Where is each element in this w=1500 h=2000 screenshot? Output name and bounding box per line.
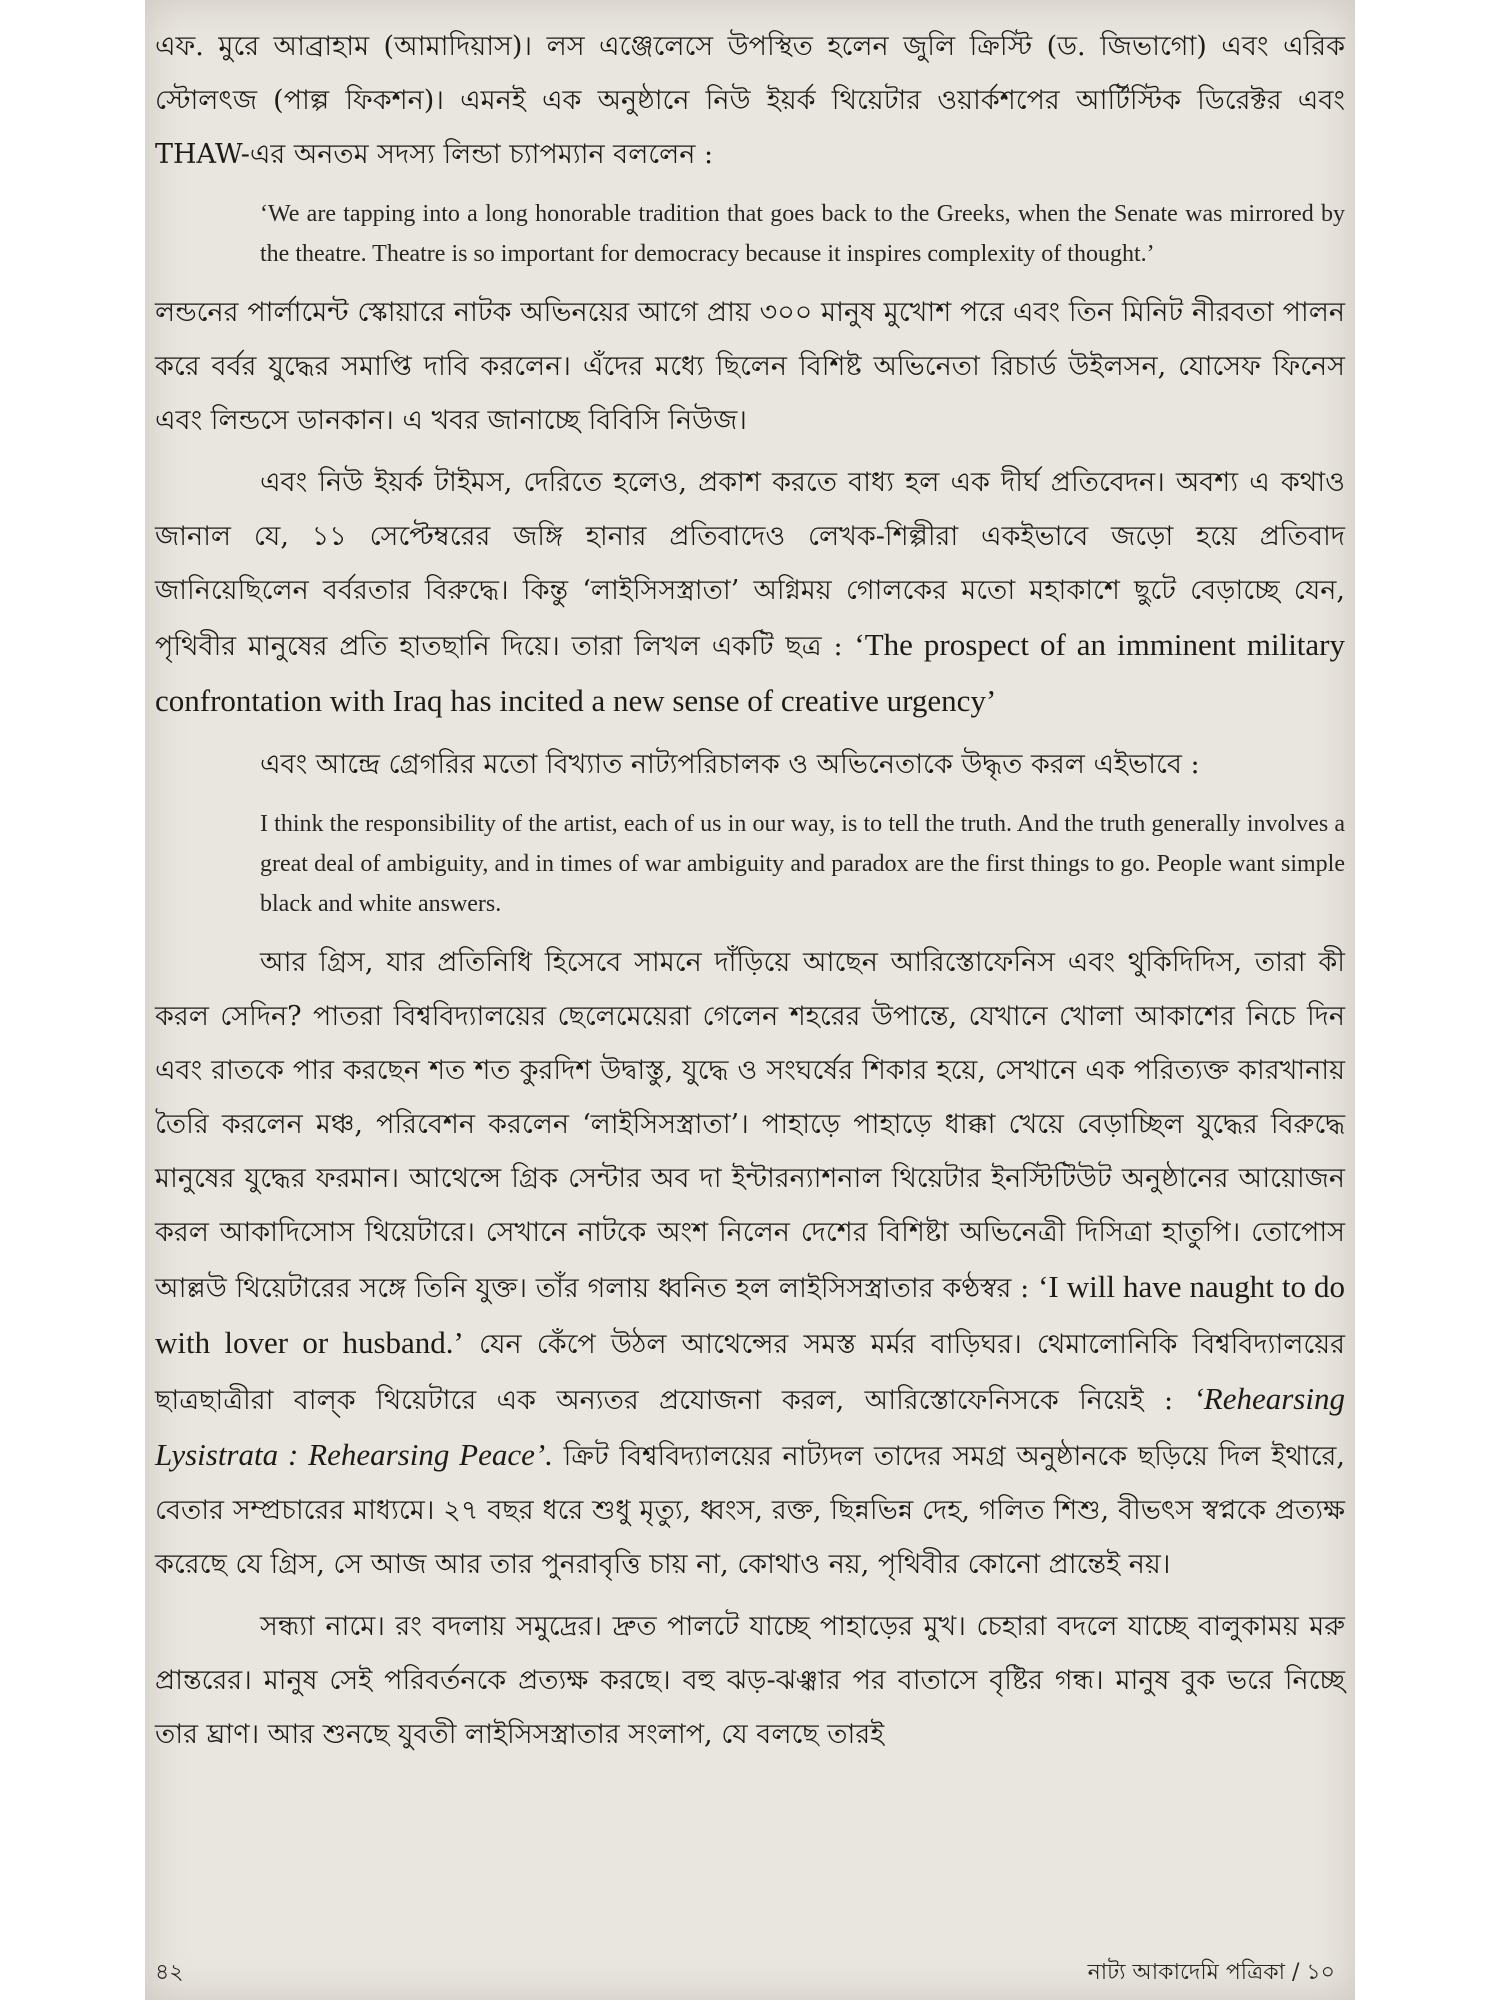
paragraph-5-text-a: আর গ্রিস, যার প্রতিনিধি হিসেবে সামনে দাঁড়িয়ে আছেন আরিস্তোফেনিস এবং থুকিদিদিস, তারা কী করল সেদিন? পাতরা বিশ্ববিদ্যালয়ের ছেলেমেয়েরা গেলেন শহরের উপান্তে, যেখানে খোলা আকাশের নিচে দিন এবং রাতকে পার করছেন শত শত কুরদিশ উদ্বাস্তু, যুদ্ধে ও সংঘর্ষের শিকার হয়ে, সেখানে এক পরিত্যক্ত কারখানায় তৈরি করলেন মঞ্চ, পরিবেশন করলেন ‘লাইসিসস্ত্রাতা’। পাহাড়ে পাহাড়ে ধাক্কা খেয়ে বেড়াচ্ছিল যুদ্ধের বিরুদ্ধে মানুষের যুদ্ধের ফরমান। আথেন্সে গ্রিক সেন্টার অব দা ইন্টারন্যাশনাল থিয়েটার ইনস্টিটিউট অনুষ্ঠানের আয়োজন করল আকাদিসোস থিয়েটারে। সেখানে নাটকে অংশ নিলেন দেশের বিশিষ্টা অভিনেত্রী দিসিত্রা হাতুপি। তোপোস আল্লউ থিয়েটারের সঙ্গে তিনি যুক্ত। তাঁর গলায় ধ্বনিত হল লাইসিসস্ত্রাতার কণ্ঠস্বর : <box>155 947 1345 1304</box>
paragraph-5-text-c: ক্রিট বিশ্ববিদ্যালয়ের নাট্যদল তাদের সমগ্র অনুষ্ঠানকে ছড়িয়ে দিল ইথারে, বেতার সম্প্রচারের মাধ্যমে। ২৭ বছর ধরে শুধু মৃত্যু, ধ্বংস, রক্ত, ছিন্নভিন্ন দেহ, গলিত শিশু, বীভৎস স্বপ্নকে প্রত্যক্ষ করেছে যে গ্রিস, সে আজ আর তার পুনরাবৃত্তি চায় না, কোথাও নয়, পৃথিবীর কোনো প্রান্তেই নয়। <box>155 1441 1345 1580</box>
paragraph-5-text-b: যেন কেঁপে উঠল আথেন্সের সমস্ত মর্মর বাড়িঘর। থেমালোনিকি বিশ্ববিদ্যালয়ের ছাত্রছাত্রীরা বাল্‌ক থিয়েটারে এক অন্যতর প্রযোজনা করল, আরিস্তোফেনিসকে নিয়েই : <box>155 1329 1346 1416</box>
page-body <box>155 20 1345 1762</box>
paragraph-1: এফ. মুরে আব্রাহাম (আমাদিয়াস)। লস এঞ্জেলেসে উপস্থিত হলেন জুলি ক্রিস্টি (ড. জিভাগো) এবং এরিক স্টোলৎজ (পাল্প ফিকশন)। এমনই এক অনুষ্ঠানে নিউ ইয়র্ক থিয়েটার ওয়ার্কশপের আর্টিস্টিক ডিরেক্টর এবং THAW-এর অনতম সদস্য লিন্ডা চ্যাপম্যান বললেন : <box>155 31 1345 170</box>
block-quote-linda-chapman: ‘We are tapping into a long honorable tradition that goes back to the Greeks, when the Senate was mirrored by the theatre. Theatre is so important for democracy because it inspires complexity of thought.’ <box>260 201 1345 267</box>
page-number: ৪২ <box>155 1960 184 1985</box>
paragraph-5-production-title: ‘Rehearsing Lysistrata : Rehearsing Peace’. <box>155 1381 1345 1472</box>
book-page <box>145 0 1355 2000</box>
paragraph-6: সন্ধ্যা নামে। রং বদলায় সমুদ্রের। দ্রুত পালটে যাচ্ছে পাহাড়ের মুখ। চেহারা বদলে যাচ্ছে বালুকাময় মরু প্রান্তরের। মানুষ সেই পরিবর্তনকে প্রত্যক্ষ করছে। বহু ঝড়-ঝঞ্ঝার পর বাতাসে বৃষ্টির গন্ধ। মানুষ বুক ভরে নিচ্ছে তার ঘ্রাণ। আর শুনছে যুবতী লাইসিসস্ত্রাতার সংলাপ, যে বলছে তারই <box>155 1611 1345 1750</box>
paragraph-2: লন্ডনের পার্লামেন্ট স্কোয়ারে নাটক অভিনয়ের আগে প্রায় ৩০০ মানুষ মুখোশ পরে এবং তিন মিনিট নীরবতা পালন করে বর্বর যুদ্ধের সমাপ্তি দাবি করলেন। এঁদের মধ্যে ছিলেন বিশিষ্ট অভিনেতা রিচার্ড উইলসন, যোসেফ ফিনেস এবং লিন্ডসে ডানকান। এ খবর জানাচ্ছে বিবিসি নিউজ। <box>155 297 1345 436</box>
paragraph-3-english-quote: ‘The prospect of an imminent military confrontation with Iraq has incited a new sense of creative urgency’ <box>155 627 1346 718</box>
running-footer-journal: নাট্য আকাদেমি পত্রিকা / ১০ <box>1087 1960 1335 1985</box>
paragraph-5-english-quote: ‘I will have naught to do with lover or husband.’ <box>155 1269 1345 1360</box>
paragraph-3-text: এবং নিউ ইয়র্ক টাইমস, দেরিতে হলেও, প্রকাশ করতে বাধ্য হল এক দীর্ঘ প্রতিবেদন। অবশ্য এ কথাও জানাল যে, ১১ সেপ্টেম্বরের জঙ্গি হানার প্রতিবাদেও লেখক-শিল্পীরা একইভাবে জড়ো হয়ে প্রতিবাদ জানিয়েছিলেন বর্বরতার বিরুদ্ধে। কিন্তু ‘লাইসিসস্ত্রাতা’ অগ্নিময় গোলকের মতো মহাকাশে ছুটে বেড়াচ্ছে যেন, পৃথিবীর মানুষের প্রতি হাতছানি দিয়ে। তারা লিখল একটি ছত্র : <box>155 467 1345 662</box>
paragraph-3 <box>155 456 1345 730</box>
block-quote-andre-gregory: I think the responsibility of the artist, each of us in our way, is to tell the truth. And the truth generally involves a great deal of ambiguity, and in times of war ambiguity and paradox are the first things to go. People want simple black and white answers. <box>260 811 1345 917</box>
paragraph-5 <box>155 936 1345 1592</box>
paragraph-4: এবং আন্দ্রে গ্রেগরির মতো বিখ্যাত নাট্যপরিচালক ও অভিনেতাকে উদ্ধৃত করল এইভাবে : <box>260 749 1200 780</box>
